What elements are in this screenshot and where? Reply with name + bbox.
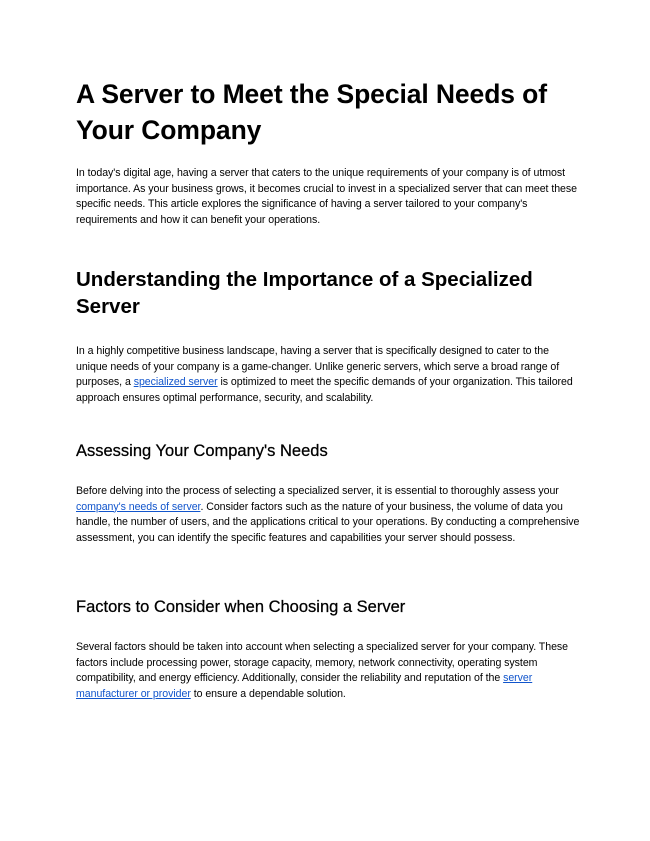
intro-paragraph: In today's digital age, having a server that caters to the unique requirements of your company is of utmost importance. As your business grows, it becomes crucial to invest in a specialized server that can meet these specific needs. This article explores the significance of having a server tailored to your company's requirements and how it can benefit your operations. [76,167,577,226]
paragraph-text: In a highly competitive business landscape, having a server that is specifically designed to cater to the unique needs of your company is a game-changer. Unlike generic servers, which serve a broad range of purposes, a [76,345,560,389]
server-provider-link[interactable]: server manufacturer or provider [76,672,533,700]
section-heading-factors: Factors to Consider when Choosing a Server [76,598,406,616]
section-paragraph-importance [76,344,581,406]
paragraph-text: . Consider factors such as the nature of your business, the volume of data you handle, the number of users, and the applications critical to your operations. By conducting a comprehensive assessment, you can identify the specific features and capabilities your server should possess. [76,500,580,544]
specialized-server-link[interactable]: specialized server [133,376,218,389]
company-needs-link[interactable]: company's needs of server [76,500,201,513]
section-paragraph-factors [76,640,581,702]
section-heading-assessing: Assessing Your Company's Needs [76,442,328,460]
paragraph-text: to ensure a dependable solution. [190,687,346,700]
paragraph-text: is optimized to meet the specific demands of your organization. This tailored approach ensures optimal performance, security, and scalability. [76,376,573,404]
section-heading-importance: Understanding the Importance of a Specialized Server [76,268,533,318]
paragraph-text: Several factors should be taken into account when selecting a specialized server for your company. These factors include processing power, storage capacity, memory, network connectivity, operating system compatibility, and energy efficiency. Additionally, consider the reliability and reputation of the [76,641,568,685]
section-paragraph-assessing [76,484,581,546]
paragraph-text: Before delving into the process of selecting a specialized server, it is essential to thoroughly assess your [76,485,559,497]
page-title: A Server to Meet the Special Needs of Your Company [76,79,547,145]
